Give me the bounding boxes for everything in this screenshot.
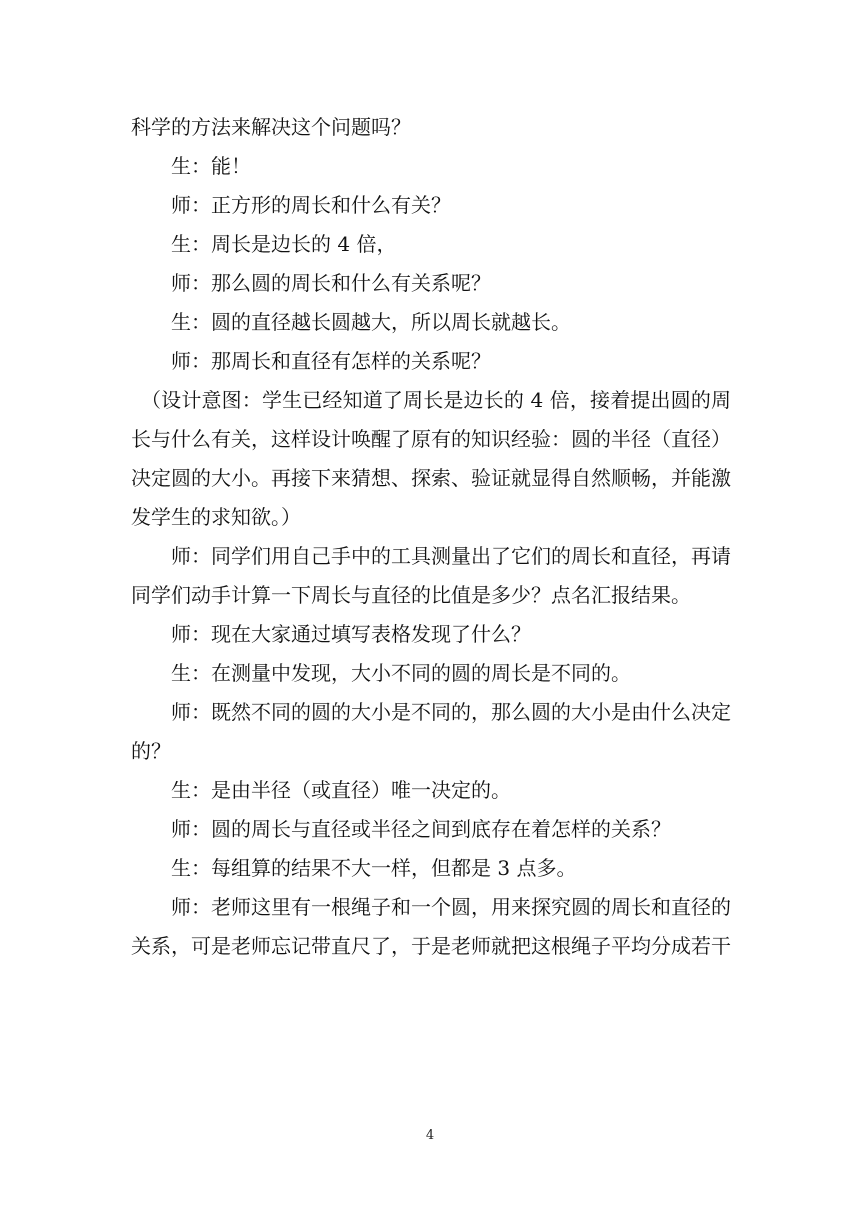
- paragraph-student-reply: 生：圆的直径越长圆越大，所以周长就越长。: [171, 310, 571, 334]
- page-number: 4: [425, 1128, 435, 1143]
- paragraph-design-intent: （设计意图：学生已经知道了周长是边长的 4 倍，接着提出圆的周长与什么有关，这样设计唤醒了原有的知识经验：圆的半径（直径）决定圆的大小。再接下来猜想、探索、验证就显得自然顺畅，并能激发学生的求知欲。）: [131, 388, 731, 529]
- paragraph-teacher-question: 师：正方形的周长和什么有关？: [171, 193, 451, 217]
- paragraph-continuation: 科学的方法来解决这个问题吗？: [131, 115, 411, 139]
- paragraph-student-reply: 生：是由半径（或直径）唯一决定的。: [171, 778, 511, 802]
- paragraph-teacher-explanation: 师：老师这里有一根绳子和一个圆，用来探究圆的周长和直径的关系，可是老师忘记带直尺了，于是老师就把这根绳子平均分成若干: [131, 895, 731, 958]
- paragraph-teacher-question: 师：那周长和直径有怎样的关系呢？: [171, 349, 491, 373]
- paragraph-teacher-question: 师：圆的周长与直径或半径之间到底存在着怎样的关系？: [171, 817, 671, 841]
- paragraph-student-reply: 生：在测量中发现，大小不同的圆的周长是不同的。: [171, 661, 631, 685]
- paragraph-student-reply: 生：每组算的结果不大一样，但都是 3 点多。: [171, 856, 577, 880]
- paragraph-teacher-question: 师：现在大家通过填写表格发现了什么？: [171, 622, 531, 646]
- paragraph-teacher-question: 师：既然不同的圆的大小是不同的，那么圆的大小是由什么决定的？: [131, 700, 731, 763]
- paragraph-teacher-instruction: 师：同学们用自己手中的工具测量出了它们的周长和直径，再请同学们动手计算一下周长与直径的比值是多少？点名汇报结果。: [131, 544, 731, 607]
- paragraph-teacher-question: 师：那么圆的周长和什么有关系呢？: [171, 271, 491, 295]
- paragraph-student-reply: 生：能！: [171, 154, 251, 178]
- paragraph-student-reply: 生：周长是边长的 4 倍，: [171, 232, 397, 256]
- page-body: [131, 108, 731, 966]
